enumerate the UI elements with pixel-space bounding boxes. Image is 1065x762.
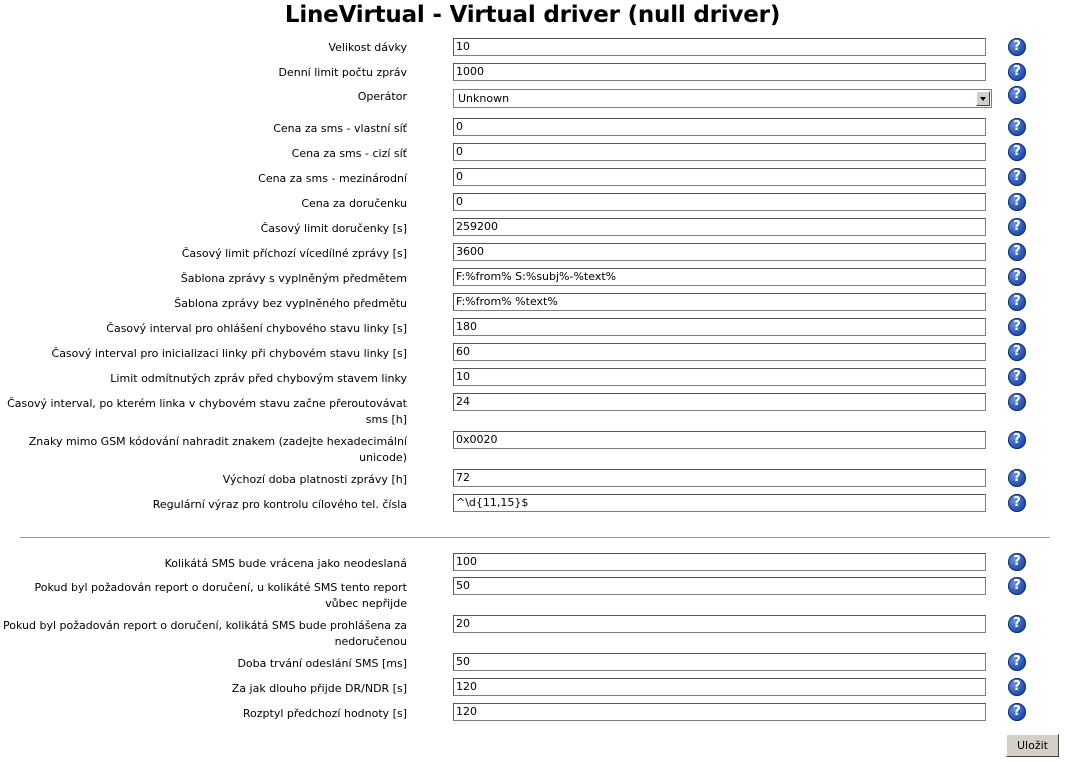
field-label: Operátor xyxy=(357,90,407,103)
field-label: Rozptyl předchozí hodnoty [s] xyxy=(242,707,407,720)
operator-select[interactable] xyxy=(453,89,992,108)
field-label: Časový interval pro ohlášení chybového stavu linky [s] xyxy=(106,322,407,335)
help-icon[interactable]: ? xyxy=(1008,193,1026,211)
help-icon[interactable]: ? xyxy=(1008,293,1026,311)
help-icon[interactable]: ? xyxy=(1008,393,1026,411)
help-icon[interactable]: ? xyxy=(1008,653,1026,671)
text-input[interactable]: 10 xyxy=(453,38,986,56)
save-button[interactable]: Uložit xyxy=(1006,734,1059,757)
field-label: Cena za doručenku xyxy=(301,197,407,210)
text-input[interactable]: 100 xyxy=(453,553,986,571)
text-input[interactable]: 259200 xyxy=(453,218,986,236)
field-label: Pokud byl požadován report o doručení, u kolikáté SMS tento report vůbec nepřijde xyxy=(34,581,407,610)
help-icon[interactable]: ? xyxy=(1008,577,1026,595)
help-icon[interactable]: ? xyxy=(1008,469,1026,487)
help-icon[interactable]: ? xyxy=(1008,143,1026,161)
help-icon[interactable]: ? xyxy=(1008,615,1026,633)
select-value: Unknown xyxy=(458,92,510,105)
help-icon[interactable]: ? xyxy=(1008,318,1026,336)
text-input[interactable]: F:%from% S:%subj%-%text% xyxy=(453,268,986,286)
text-input[interactable]: 24 xyxy=(453,393,986,411)
help-icon[interactable]: ? xyxy=(1008,168,1026,186)
text-input[interactable]: 20 xyxy=(453,615,986,633)
field-label: Šablona zprávy bez vyplněného předmětu xyxy=(174,297,407,310)
text-input[interactable]: 120 xyxy=(453,703,986,721)
help-icon[interactable]: ? xyxy=(1008,38,1026,56)
field-label: Doba trvání odeslání SMS [ms] xyxy=(237,657,407,670)
help-icon[interactable]: ? xyxy=(1008,494,1026,512)
section-divider xyxy=(20,537,1050,539)
help-icon[interactable]: ? xyxy=(1008,243,1026,261)
text-input[interactable]: ^\d{11,15}$ xyxy=(453,494,986,512)
text-input[interactable]: 0 xyxy=(453,193,986,211)
help-icon[interactable]: ? xyxy=(1008,431,1026,449)
field-label: Znaky mimo GSM kódování nahradit znakem (zadejte hexadecimální unicode) xyxy=(28,435,407,464)
field-label: Regulární výraz pro kontrolu cílového tel. čísla xyxy=(152,498,407,511)
text-input[interactable]: 3600 xyxy=(453,243,986,261)
field-label: Pokud byl požadován report o doručení, kolikátá SMS bude prohlášena za nedoručenou xyxy=(3,619,407,648)
text-input[interactable]: 0x0020 xyxy=(453,431,986,449)
field-label: Velikost dávky xyxy=(328,41,407,54)
help-icon[interactable]: ? xyxy=(1008,343,1026,361)
chevron-down-icon[interactable] xyxy=(976,91,990,106)
field-label: Cena za sms - mezinárodní xyxy=(258,172,407,185)
help-icon[interactable]: ? xyxy=(1008,553,1026,571)
text-input[interactable]: 60 xyxy=(453,343,986,361)
field-label: Cena za sms - vlastní síť xyxy=(273,122,407,135)
field-label: Limit odmítnutých zpráv před chybovým stavem linky xyxy=(110,372,407,385)
field-label: Šablona zprávy s vyplněným předmětem xyxy=(180,272,407,285)
help-icon[interactable]: ? xyxy=(1008,268,1026,286)
text-input[interactable]: 10 xyxy=(453,368,986,386)
help-icon[interactable]: ? xyxy=(1008,118,1026,136)
field-label: Kolikátá SMS bude vrácena jako neodeslaná xyxy=(164,557,407,570)
help-icon[interactable]: ? xyxy=(1008,368,1026,386)
text-input[interactable]: 0 xyxy=(453,168,986,186)
field-label: Za jak dlouho přijde DR/NDR [s] xyxy=(231,682,407,695)
field-label: Cena za sms - cizí síť xyxy=(291,147,407,160)
field-label: Časový interval, po kterém linka v chybovém stavu začne přeroutovávat sms [h] xyxy=(7,397,407,426)
text-input[interactable]: 120 xyxy=(453,678,986,696)
help-icon[interactable]: ? xyxy=(1008,86,1026,104)
field-label: Výchozí doba platnosti zprávy [h] xyxy=(222,473,407,486)
help-icon[interactable]: ? xyxy=(1008,703,1026,721)
text-input[interactable]: 50 xyxy=(453,577,986,595)
page-title: LineVirtual - Virtual driver (null driver) xyxy=(284,2,781,28)
help-icon[interactable]: ? xyxy=(1008,678,1026,696)
field-label: Časový limit doručenky [s] xyxy=(260,222,407,235)
help-icon[interactable]: ? xyxy=(1008,63,1026,81)
text-input[interactable]: 180 xyxy=(453,318,986,336)
field-label: Časový interval pro inicializaci linky při chybovém stavu linky [s] xyxy=(51,347,407,360)
help-icon[interactable]: ? xyxy=(1008,218,1026,236)
text-input[interactable]: 1000 xyxy=(453,63,986,81)
field-label: Časový limit příchozí vícedílné zprávy [s] xyxy=(181,247,407,260)
text-input[interactable]: 72 xyxy=(453,469,986,487)
text-input[interactable]: F:%from% %text% xyxy=(453,293,986,311)
text-input[interactable]: 0 xyxy=(453,118,986,136)
text-input[interactable]: 0 xyxy=(453,143,986,161)
text-input[interactable]: 50 xyxy=(453,653,986,671)
field-label: Denní limit počtu zpráv xyxy=(278,66,407,79)
